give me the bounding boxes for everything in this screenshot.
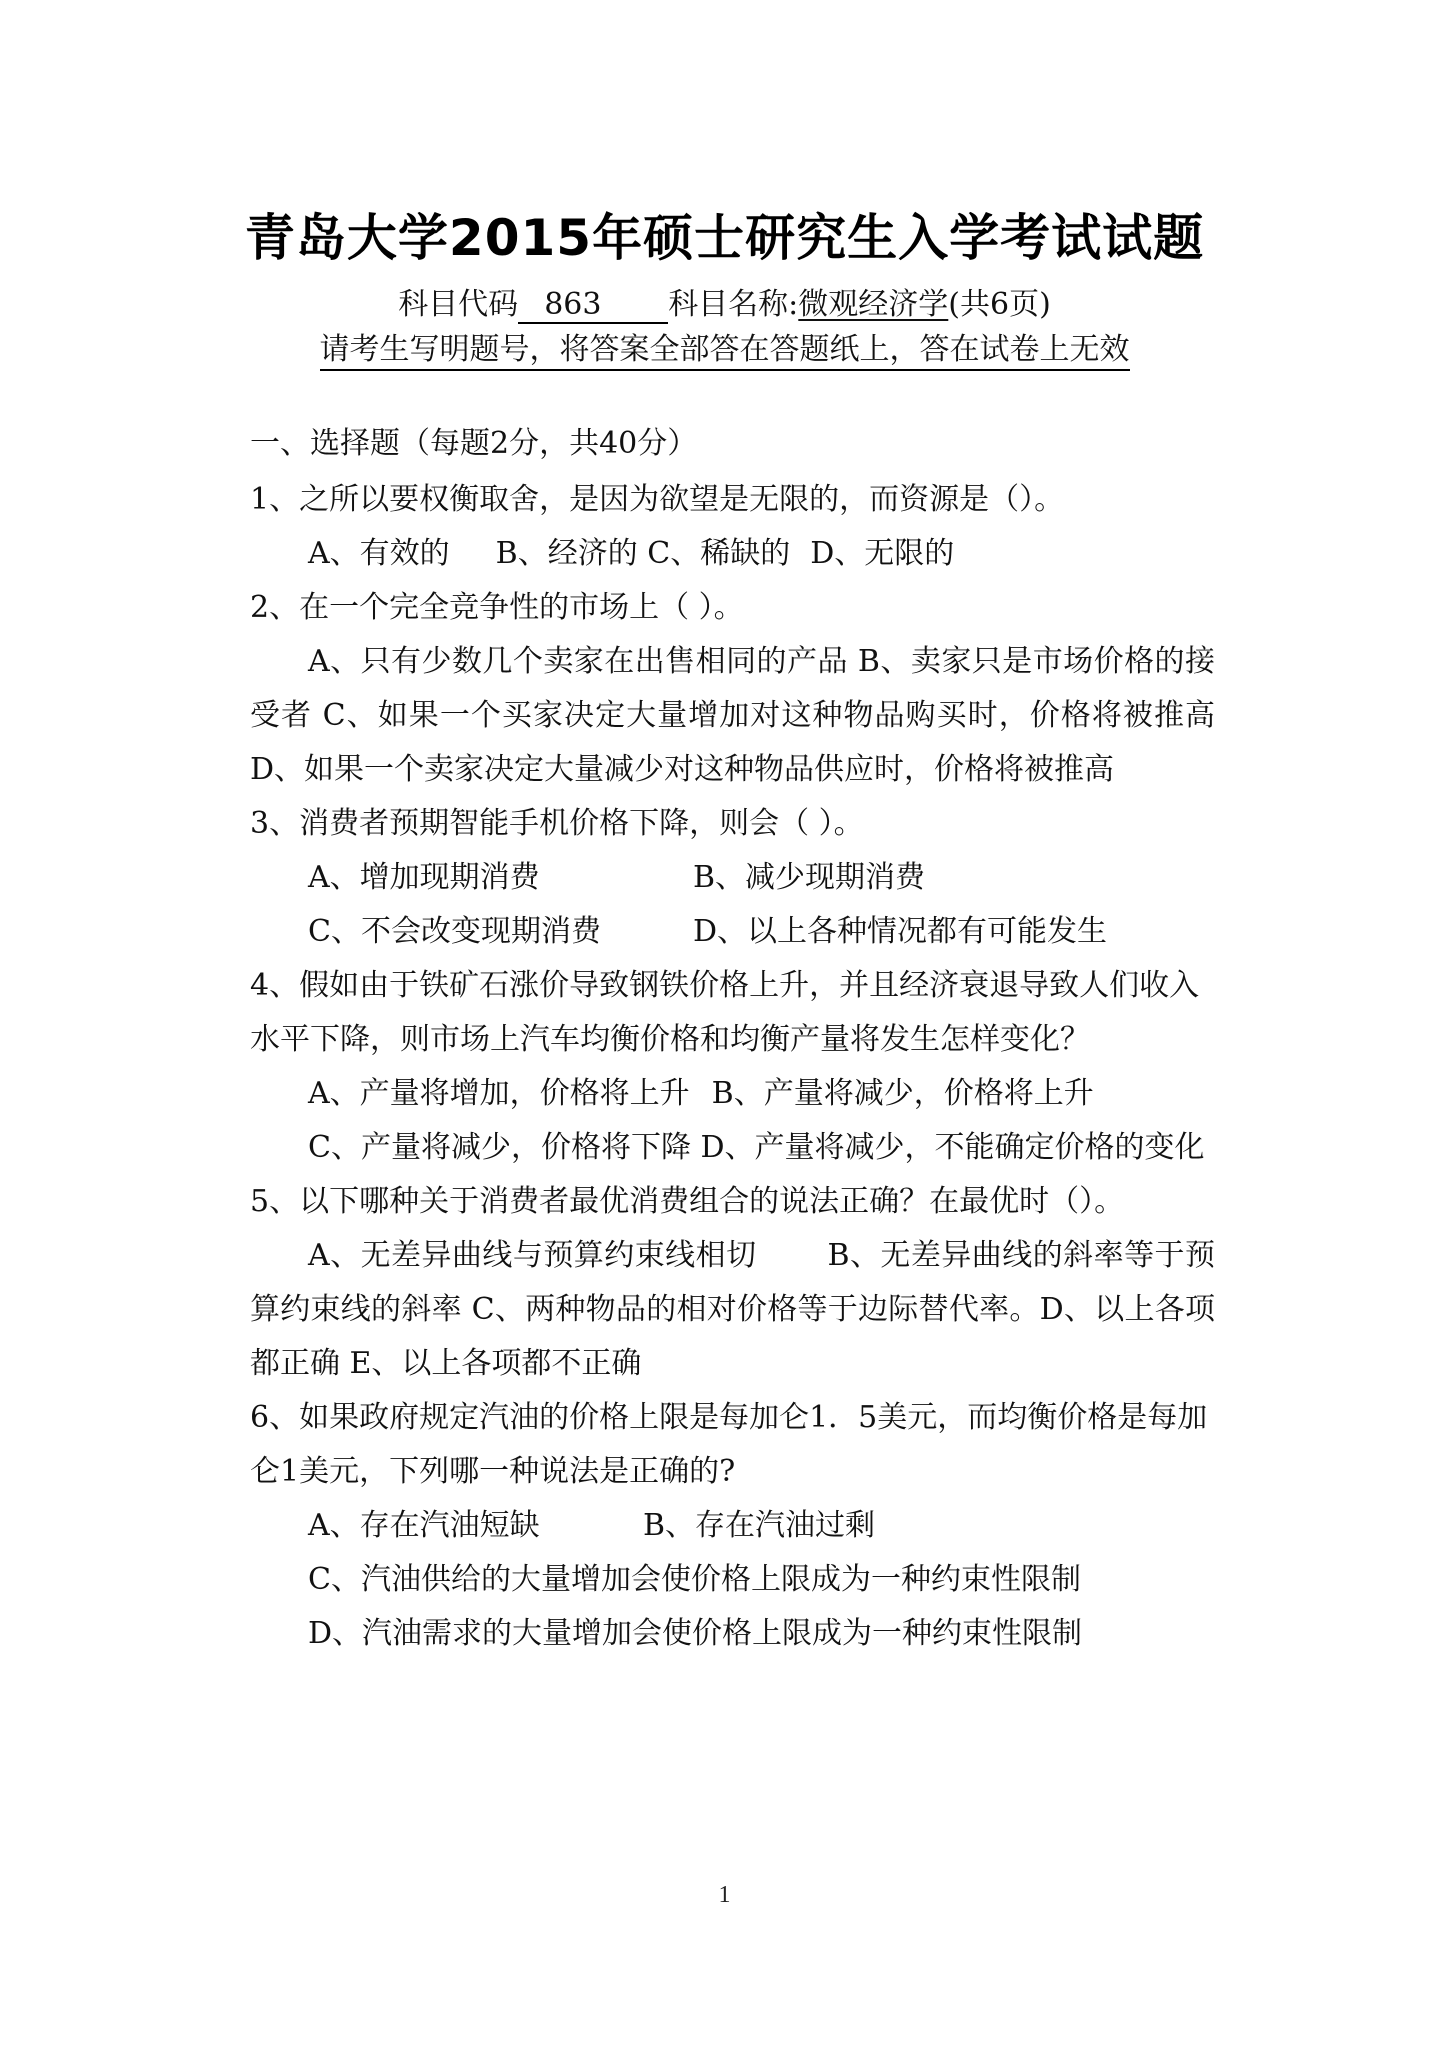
exam-content — [250, 417, 1215, 1661]
question-4 — [250, 959, 1215, 1175]
option-a: A、产量将增加，价格将上升 — [308, 1076, 690, 1111]
option-a: A、有效的 — [308, 536, 450, 571]
question-stem: 2、在一个完全竞争性的市场上（ ）。 — [250, 590, 744, 625]
question-5 — [250, 1175, 1215, 1391]
option-d: D、汽油需求的大量增加会使价格上限成为一种约束性限制 — [308, 1616, 1083, 1651]
option-b: B、产量将减少，价格将上升 — [711, 1076, 1094, 1111]
subject-info — [0, 285, 1449, 325]
question-stem: 6、如果政府规定汽油的价格上限是每加仑1．5美元，而均衡价格是每加仑1美元，下列哪一种说法是正确的? — [250, 1400, 1208, 1489]
option-a: A、存在汽油短缺 — [308, 1508, 540, 1543]
subject-code-label: 科目代码 — [398, 287, 519, 322]
question-stem: 3、消费者预期智能手机价格下降，则会（ ）。 — [250, 806, 864, 841]
option-a: A、增加现期消费 — [308, 860, 540, 895]
notice-text: 请考生写明题号，将答案全部答在答题纸上，答在试卷上无效 — [320, 332, 1130, 371]
exam-title: 青岛大学2015年硕士研究生入学考试试题 — [244, 209, 1205, 267]
options-row — [250, 851, 1215, 905]
option-b: B、减少现期消费 — [693, 860, 926, 895]
options-row — [250, 1067, 1215, 1121]
option-c: C、不会改变现期消费 — [308, 914, 601, 949]
question-2 — [250, 581, 1215, 797]
subject-name: 微观经济学 — [798, 287, 949, 322]
question-options — [250, 527, 1215, 581]
option-d: D、以上各种情况都有可能发生 — [693, 914, 1108, 949]
question-1 — [250, 473, 1215, 581]
subject-code: 863 — [518, 288, 668, 324]
options-continued: C、产量将减少，价格将下降 D、产量将减少，不能确定价格的变化 — [308, 1130, 1205, 1165]
exam-notice — [0, 330, 1449, 370]
question-6 — [250, 1391, 1215, 1661]
question-stem: 1、之所以要权衡取舍，是因为欲望是无限的，而资源是（）。 — [250, 482, 1065, 517]
options-row — [250, 905, 1215, 959]
option-c: C、稀缺的 — [647, 536, 791, 571]
page-number: 1 — [718, 1882, 731, 1908]
question-stem: 4、假如由于铁矿石涨价导致钢铁价格上升，并且经济衰退导致人们收入水平下降，则市场上汽车均衡价格和均衡产量将发生怎样变化？ — [250, 968, 1200, 1057]
option-d: D、无限的 — [810, 536, 955, 571]
section-title: 一、选择题（每题2分，共40分） — [250, 426, 698, 461]
question-options: A、无差异曲线与预算约束线相切 B、无差异曲线的斜率等于预算约束线的斜率 C、两种物品的相对价格等于边际替代率。D、以上各项都正确 E、以上各项都不正确 — [250, 1238, 1215, 1381]
question-stem: 5、以下哪种关于消费者最优消费组合的说法正确？在最优时（）。 — [250, 1184, 1125, 1219]
question-3 — [250, 797, 1215, 959]
option-b: B、存在汽油过剩 — [643, 1508, 876, 1543]
options-row — [250, 1499, 1215, 1553]
option-b: B、经济的 — [495, 536, 638, 571]
question-options: A、只有少数几个卖家在出售相同的产品 B、卖家只是市场价格的接受者 C、如果一个买家决定大量增加对这种物品购买时，价格将被推高 D、如果一个卖家决定大量减少对这种物品供应时，价格将被推高 — [250, 644, 1215, 787]
page-count: (共6页) — [948, 287, 1051, 322]
option-c: C、汽油供给的大量增加会使价格上限成为一种约束性限制 — [308, 1562, 1081, 1597]
subject-name-label: 科目名称: — [668, 287, 799, 322]
